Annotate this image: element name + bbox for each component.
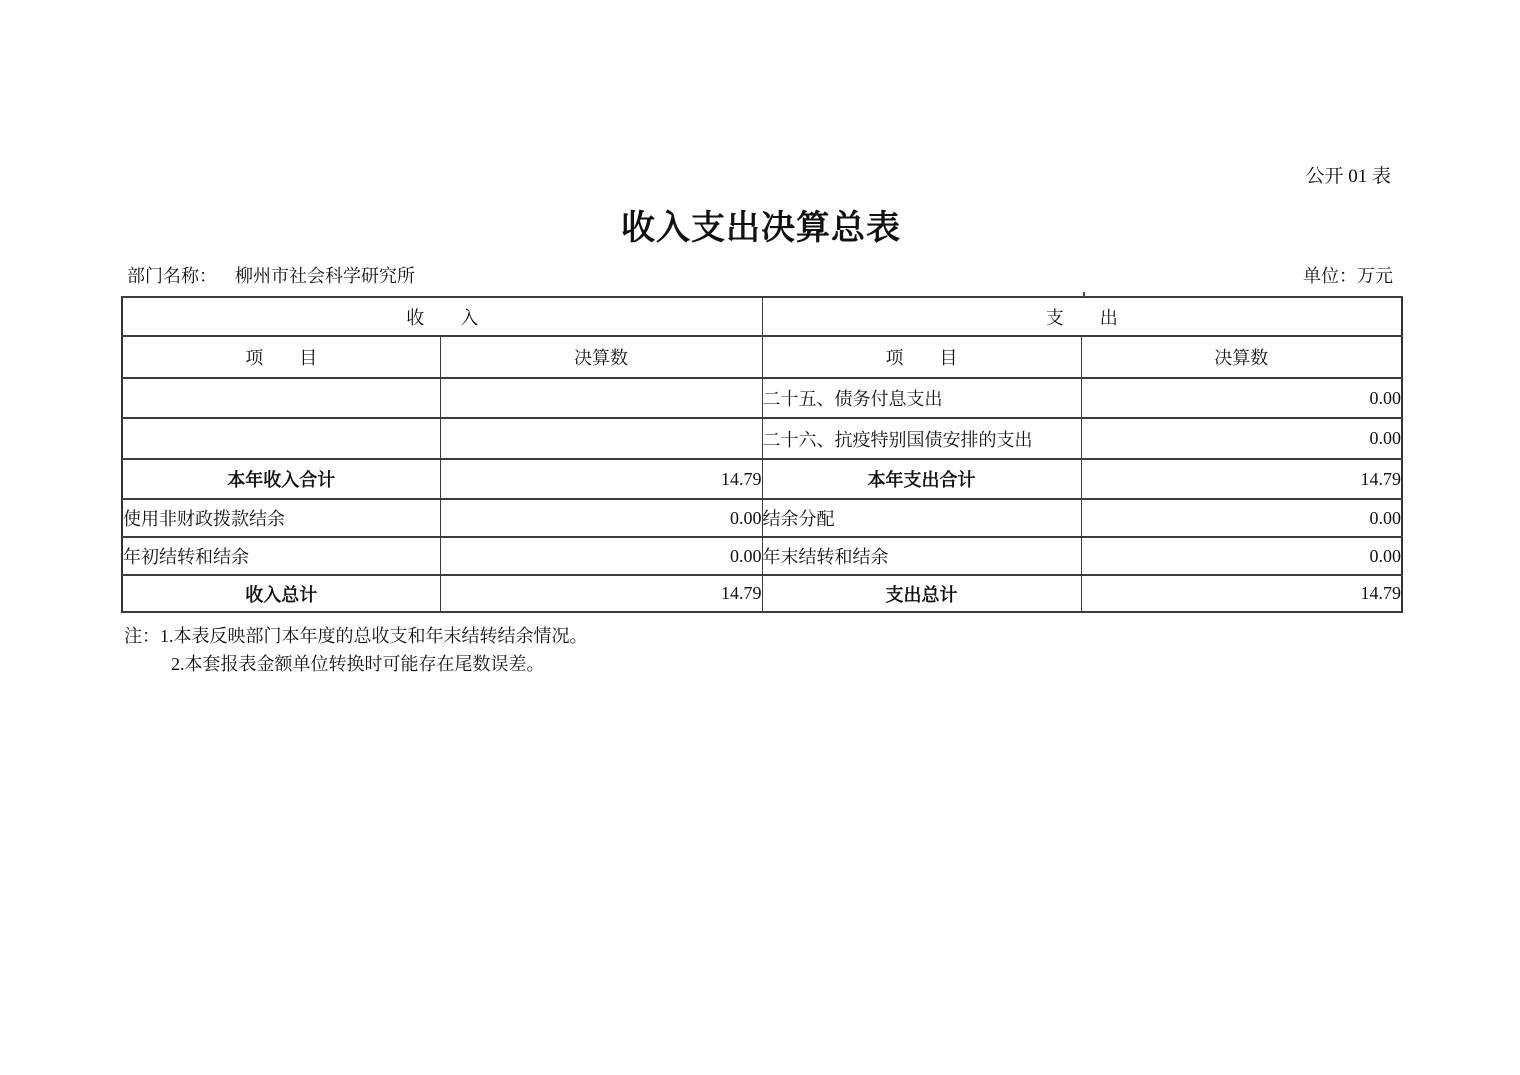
footnote-2: 2.本套报表金额单位转换时可能存在尾数误差。: [171, 654, 545, 674]
expense-section-header: 支 出: [762, 297, 1402, 336]
income-section-header: 收 入: [122, 297, 762, 336]
income-item-cell: 年初结转和结余: [122, 537, 440, 575]
income-item-cell: 收入总计: [122, 575, 440, 612]
expense-item-cell: 支出总计: [762, 575, 1081, 612]
income-item-cell: [122, 378, 440, 418]
expense-amount-cell: 0.00: [1081, 418, 1402, 459]
income-amount-cell: 0.00: [440, 537, 762, 575]
table-row-grand-totals: [122, 575, 1402, 612]
meta-row: [121, 265, 1401, 288]
income-item-cell: [122, 418, 440, 459]
unit-label: 单位：万元: [1303, 266, 1393, 286]
expense-item-cell: 结余分配: [762, 499, 1081, 537]
sheet-number: 公开 01 表: [1305, 166, 1391, 187]
table-row: [122, 418, 1402, 459]
summary-table-container: [121, 296, 1401, 613]
table-row: [122, 378, 1402, 418]
summary-table: [121, 296, 1403, 613]
table-row: [122, 499, 1402, 537]
footnote-1: 注：1.本表反映部门本年度的总收支和年末结转结余情况。: [124, 626, 588, 646]
income-amount-cell: 0.00: [440, 499, 762, 537]
column-header-row: [122, 336, 1402, 378]
expense-amount-column-header: 决算数: [1081, 336, 1402, 378]
expense-amount-cell: 0.00: [1081, 537, 1402, 575]
expense-item-cell: 二十六、抗疫特别国债安排的支出: [762, 418, 1081, 459]
income-item-column-header: 项 目: [122, 336, 440, 378]
income-amount-cell: [440, 378, 762, 418]
document-page: [121, 165, 1401, 678]
expense-item-cell: 年末结转和结余: [762, 537, 1081, 575]
table-row-totals-current-year: [122, 459, 1402, 499]
expense-amount-cell: 14.79: [1081, 575, 1402, 612]
expense-item-cell: 二十五、债务付息支出: [762, 378, 1081, 418]
page-title: 收入支出决算总表: [621, 210, 901, 247]
expense-amount-cell: 0.00: [1081, 499, 1402, 537]
income-item-cell: 本年收入合计: [122, 459, 440, 499]
expense-amount-cell: 14.79: [1081, 459, 1402, 499]
department-name: 柳州市社会科学研究所: [235, 266, 415, 286]
expense-amount-cell: 0.00: [1081, 378, 1402, 418]
income-amount-column-header: 决算数: [440, 336, 762, 378]
section-header-row: [122, 297, 1402, 336]
expense-item-column-header: 项 目: [762, 336, 1081, 378]
table-row: [122, 537, 1402, 575]
footnotes: [121, 622, 1401, 678]
income-amount-cell: [440, 418, 762, 459]
income-amount-cell: 14.79: [440, 575, 762, 612]
income-item-cell: 使用非财政拨款结余: [122, 499, 440, 537]
expense-item-cell: 本年支出合计: [762, 459, 1081, 499]
department-line: [121, 265, 415, 288]
income-amount-cell: 14.79: [440, 459, 762, 499]
table-top-tick: [1083, 292, 1085, 297]
department-label: 部门名称：: [127, 266, 217, 286]
